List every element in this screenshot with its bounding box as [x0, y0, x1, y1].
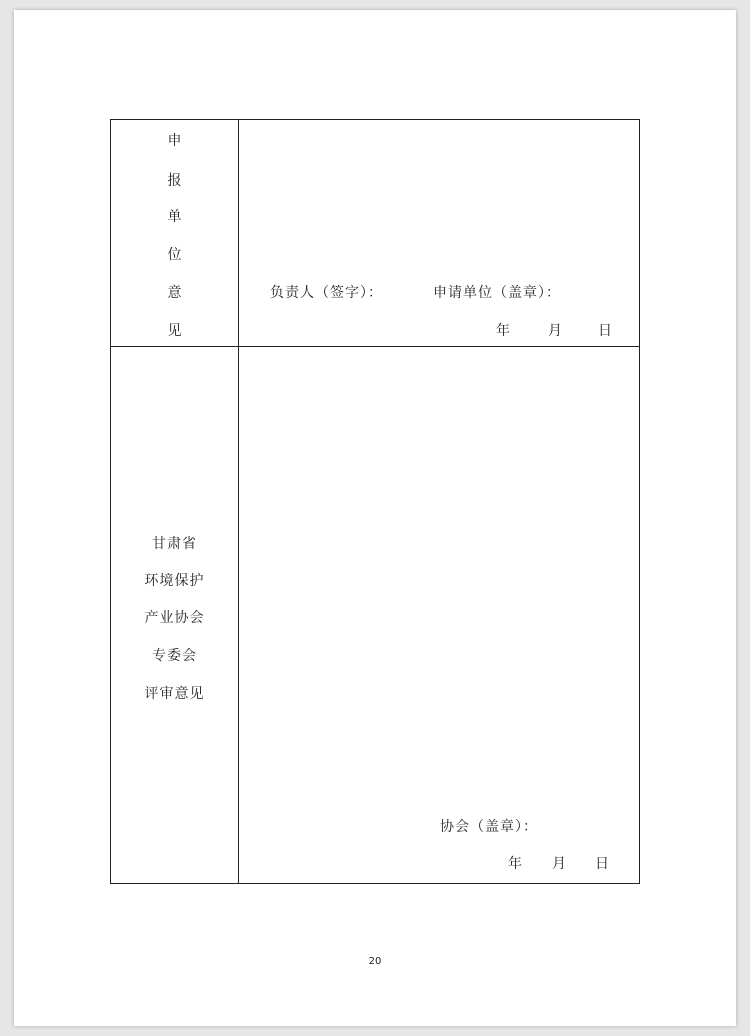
label-line: 专委会 [152, 648, 197, 664]
label-char: 报 [167, 173, 182, 189]
label-line: 评审意见 [144, 686, 205, 702]
page-number: 20 [368, 956, 382, 967]
label-char: 单 [167, 209, 182, 225]
label-char: 意 [167, 285, 182, 301]
label-char: 位 [167, 247, 182, 263]
date-month-label: 月 [548, 323, 563, 339]
date-year-label: 年 [496, 323, 511, 339]
date-month-label: 月 [552, 856, 567, 872]
date-day-label: 日 [598, 323, 613, 339]
date-year-label: 年 [508, 856, 523, 872]
date-day-label: 日 [595, 856, 610, 872]
signer-label: 负责人（签字）： [270, 285, 383, 301]
label-char: 见 [167, 323, 182, 339]
label-line: 环境保护 [144, 573, 205, 589]
label-line: 产业协会 [144, 610, 205, 626]
column-divider [238, 120, 239, 883]
label-line: 甘肃省 [152, 536, 197, 552]
association-stamp-label: 协会（盖章）： [440, 819, 538, 835]
applicant-unit-stamp-label: 申请单位（盖章）： [433, 285, 561, 301]
approval-form-table [110, 119, 640, 884]
label-char: 申 [167, 133, 182, 149]
row-divider [111, 346, 639, 347]
document-page [14, 10, 736, 1026]
